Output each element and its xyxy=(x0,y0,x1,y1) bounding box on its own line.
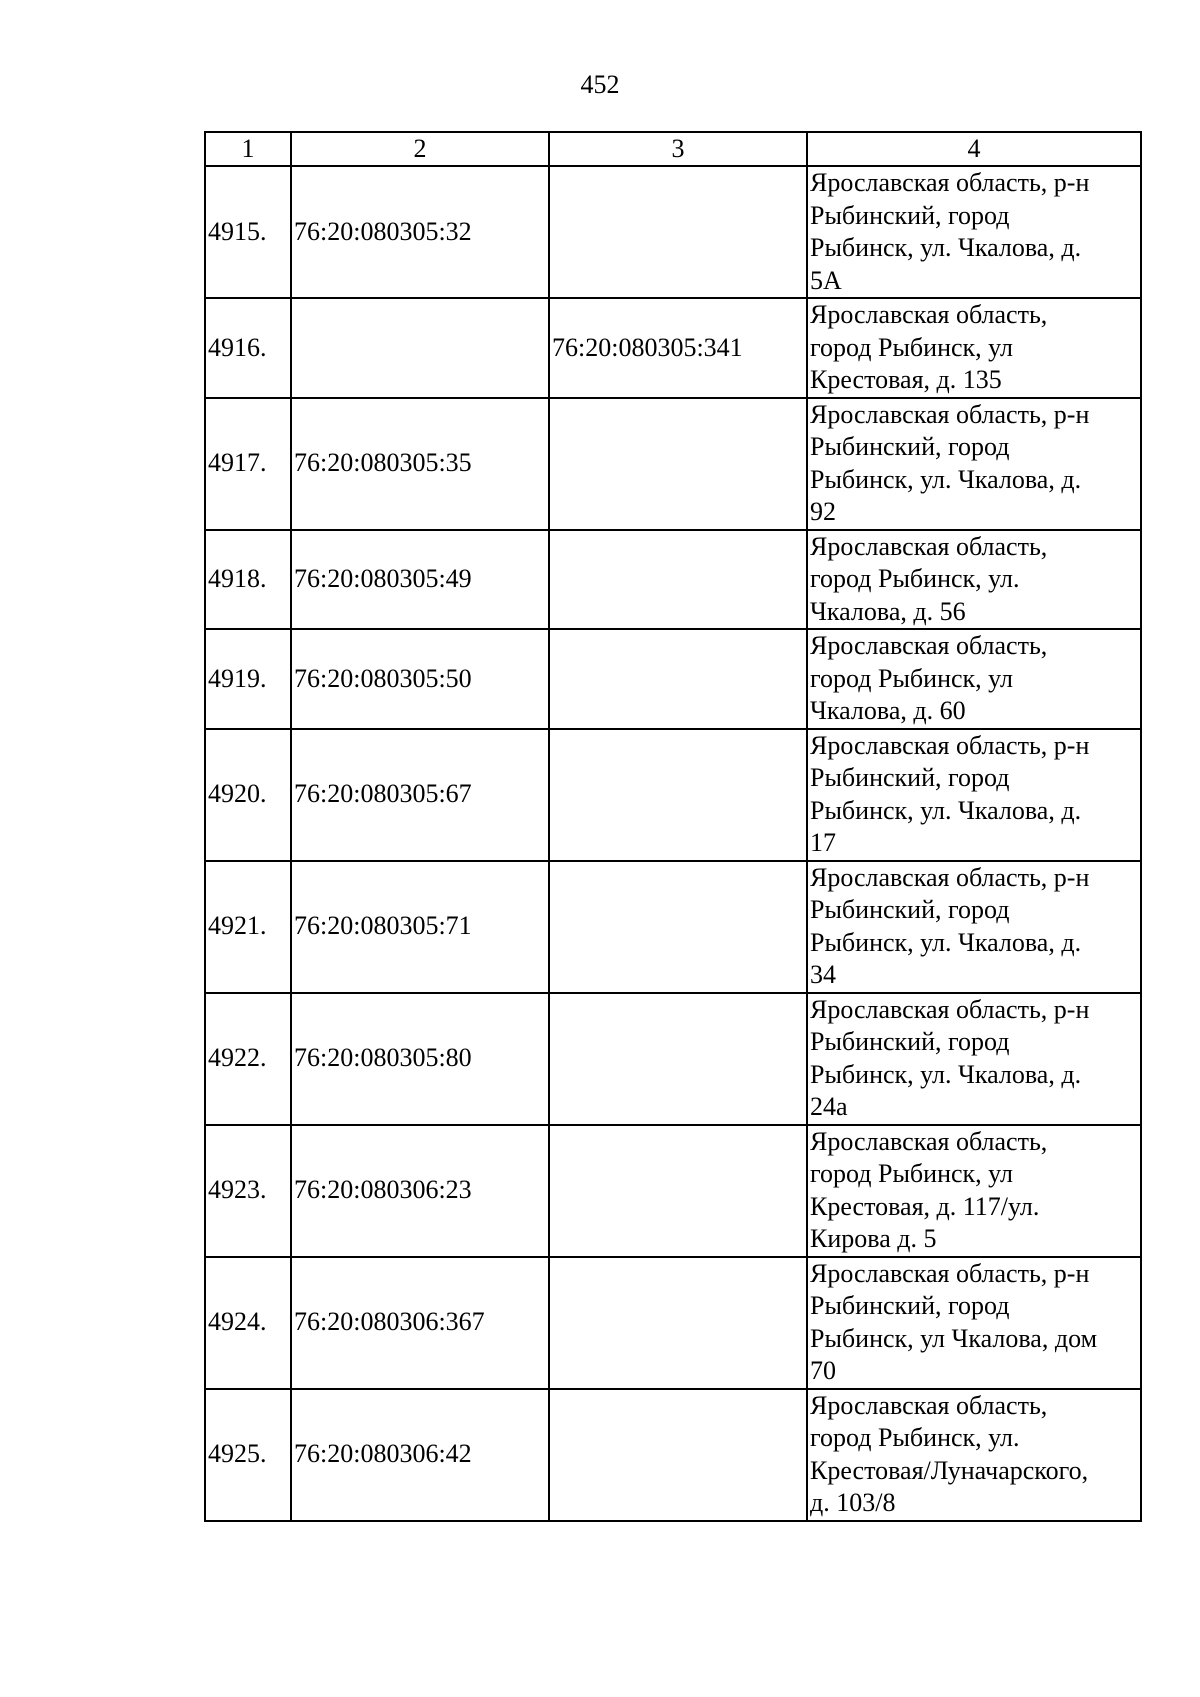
cadastral-number: 76:20:080305:67 xyxy=(291,729,549,861)
table-row xyxy=(205,1389,1141,1521)
cadastral-number-alt xyxy=(549,729,807,861)
table-row xyxy=(205,530,1141,630)
cadastral-number-alt xyxy=(549,1257,807,1389)
table-row xyxy=(205,166,1141,298)
row-number: 4919. xyxy=(205,629,291,729)
address: Ярославская область, город Рыбинск, ул Крестовая, д. 117/ул. Кирова д. 5 xyxy=(807,1125,1141,1257)
header-row xyxy=(205,132,1141,166)
cadastral-number-alt xyxy=(549,530,807,630)
address: Ярославская область, р-н Рыбинский, город Рыбинск, ул. Чкалова, д. 24а xyxy=(807,993,1141,1125)
address: Ярославская область, р-н Рыбинский, город Рыбинск, ул. Чкалова, д. 34 xyxy=(807,861,1141,993)
table-row xyxy=(205,298,1141,398)
cadastral-number: 76:20:080305:35 xyxy=(291,398,549,530)
row-number: 4915. xyxy=(205,166,291,298)
cadastral-number: 76:20:080306:367 xyxy=(291,1257,549,1389)
cadastral-number: 76:20:080305:32 xyxy=(291,166,549,298)
cadastral-number xyxy=(291,298,549,398)
table-row xyxy=(205,398,1141,530)
address: Ярославская область, город Рыбинск, ул Крестовая, д. 135 xyxy=(807,298,1141,398)
address: Ярославская область, р-н Рыбинский, город Рыбинск, ул Чкалова, дом 70 xyxy=(807,1257,1141,1389)
table-row xyxy=(205,629,1141,729)
address: Ярославская область, р-н Рыбинский, город Рыбинск, ул. Чкалова, д. 92 xyxy=(807,398,1141,530)
cadastral-number: 76:20:080306:23 xyxy=(291,1125,549,1257)
cadastral-number-alt xyxy=(549,861,807,993)
column-header-2: 2 xyxy=(291,132,549,166)
address: Ярославская область, р-н Рыбинский, город Рыбинск, ул. Чкалова, д. 5А xyxy=(807,166,1141,298)
row-number: 4922. xyxy=(205,993,291,1125)
table-body xyxy=(205,166,1141,1521)
registry-table xyxy=(204,131,1142,1522)
cadastral-number-alt xyxy=(549,993,807,1125)
cadastral-number: 76:20:080305:80 xyxy=(291,993,549,1125)
row-number: 4920. xyxy=(205,729,291,861)
table-row xyxy=(205,1257,1141,1389)
address: Ярославская область, р-н Рыбинский, город Рыбинск, ул. Чкалова, д. 17 xyxy=(807,729,1141,861)
cadastral-number-alt xyxy=(549,398,807,530)
cadastral-number: 76:20:080305:71 xyxy=(291,861,549,993)
row-number: 4918. xyxy=(205,530,291,630)
row-number: 4923. xyxy=(205,1125,291,1257)
row-number: 4917. xyxy=(205,398,291,530)
table-row xyxy=(205,729,1141,861)
address: Ярославская область, город Рыбинск, ул Чкалова, д. 60 xyxy=(807,629,1141,729)
address: Ярославская область, город Рыбинск, ул. Чкалова, д. 56 xyxy=(807,530,1141,630)
column-header-3: 3 xyxy=(549,132,807,166)
column-header-1: 1 xyxy=(205,132,291,166)
table-row xyxy=(205,861,1141,993)
table-row xyxy=(205,1125,1141,1257)
cadastral-number: 76:20:080305:49 xyxy=(291,530,549,630)
table-row xyxy=(205,993,1141,1125)
row-number: 4921. xyxy=(205,861,291,993)
page-number: 452 xyxy=(580,70,620,99)
row-number: 4925. xyxy=(205,1389,291,1521)
address: Ярославская область, город Рыбинск, ул. Крестовая/Луначарского, д. 103/8 xyxy=(807,1389,1141,1521)
cadastral-number-alt: 76:20:080305:341 xyxy=(549,298,807,398)
cadastral-number-alt xyxy=(549,629,807,729)
column-header-4: 4 xyxy=(807,132,1141,166)
row-number: 4916. xyxy=(205,298,291,398)
cadastral-number: 76:20:080305:50 xyxy=(291,629,549,729)
row-number: 4924. xyxy=(205,1257,291,1389)
cadastral-number-alt xyxy=(549,1389,807,1521)
cadastral-number-alt xyxy=(549,1125,807,1257)
cadastral-number-alt xyxy=(549,166,807,298)
cadastral-number: 76:20:080306:42 xyxy=(291,1389,549,1521)
